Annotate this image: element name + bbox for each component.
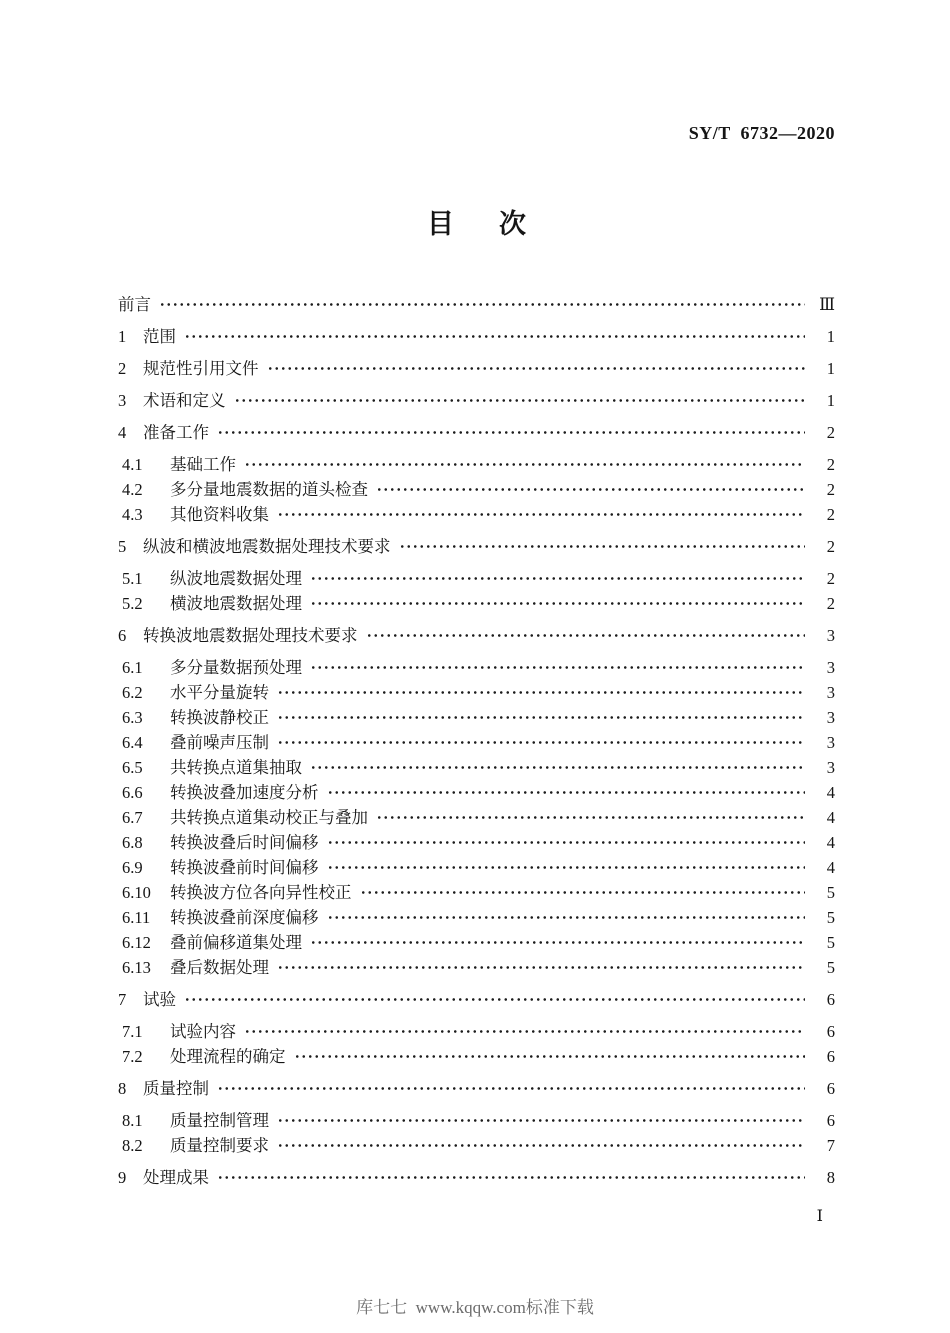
folio-page-number: Ⅰ <box>816 1208 823 1225</box>
toc-entry-label: 范围 <box>143 327 176 346</box>
toc-entry <box>118 591 835 616</box>
toc-entry-page: 3 <box>826 733 835 752</box>
toc-entry <box>118 755 835 780</box>
toc-entry-label: 准备工作 <box>143 423 209 442</box>
toc-list <box>118 292 835 1190</box>
dot-leader <box>234 388 806 413</box>
toc-entry-number: 7 <box>118 990 127 1009</box>
dot-leader <box>360 880 806 905</box>
toc-entry-label: 纵波和横波地震数据处理技术要求 <box>143 537 391 556</box>
toc-entry-number: 7.1 <box>122 1022 143 1041</box>
toc-entry-label: 其他资料收集 <box>170 505 269 524</box>
toc-entry-label: 转换波静校正 <box>170 708 269 727</box>
toc-entry-number: 2 <box>118 359 127 378</box>
toc-entry-page: 5 <box>826 883 835 902</box>
dot-leader <box>310 566 805 591</box>
toc-entry-number: 5 <box>118 537 127 556</box>
toc-entry-label: 质量控制管理 <box>170 1111 269 1130</box>
toc-entry-number: 4.3 <box>122 505 143 524</box>
toc-entry <box>118 1044 835 1069</box>
toc-entry-page: 6 <box>826 1079 835 1098</box>
toc-entry-number: 6.7 <box>122 808 143 827</box>
toc-entry <box>118 955 835 980</box>
toc-entry-page: 2 <box>826 594 835 613</box>
toc-entry-label: 前言 <box>118 295 151 314</box>
toc-entry-page: 3 <box>826 683 835 702</box>
toc-entry-page: Ⅲ <box>819 295 835 314</box>
toc-entry <box>118 805 835 830</box>
toc-entry-label: 基础工作 <box>170 455 236 474</box>
toc-entry-number: 4 <box>118 423 127 442</box>
toc-entry-page: 6 <box>826 1022 835 1041</box>
toc-entry-number: 6.9 <box>122 858 143 877</box>
toc-entry-page: 1 <box>826 391 835 410</box>
dot-leader <box>184 324 805 349</box>
toc-entry <box>118 502 835 527</box>
toc-entry-label: 多分量数据预处理 <box>170 658 302 677</box>
toc-entry-page: 5 <box>826 933 835 952</box>
toc-entry-label: 转换波地震数据处理技术要求 <box>143 626 358 645</box>
toc-entry-label: 叠后数据处理 <box>170 958 269 977</box>
toc-entry-label: 转换波叠加速度分析 <box>170 783 319 802</box>
toc-entry <box>118 880 835 905</box>
toc-entry-label: 叠前噪声压制 <box>170 733 269 752</box>
toc-entry <box>118 420 835 445</box>
toc-entry <box>118 623 835 648</box>
dot-leader <box>217 1165 805 1190</box>
toc-entry-label: 质量控制 <box>143 1079 209 1098</box>
dot-leader <box>327 780 806 805</box>
dot-leader <box>310 655 805 680</box>
dot-leader <box>277 730 805 755</box>
toc-entry-number: 8.1 <box>122 1111 143 1130</box>
toc-entry-page: 6 <box>826 1047 835 1066</box>
toc-entry-page: 7 <box>826 1136 835 1155</box>
toc-entry <box>118 730 835 755</box>
toc-entry-label: 术语和定义 <box>143 391 226 410</box>
toc-entry-page: 3 <box>826 758 835 777</box>
toc-entry-page: 2 <box>826 569 835 588</box>
toc-entry-number: 6.4 <box>122 733 143 752</box>
toc-entry-label: 纵波地震数据处理 <box>170 569 302 588</box>
dot-leader <box>277 1108 805 1133</box>
page-title: 目 次 <box>427 209 535 239</box>
toc-entry <box>118 566 835 591</box>
toc-entry <box>118 356 835 381</box>
toc-entry <box>118 477 835 502</box>
toc-entry <box>118 1108 835 1133</box>
toc-entry-page: 3 <box>826 708 835 727</box>
dot-leader <box>277 955 805 980</box>
toc-entry <box>118 452 835 477</box>
toc-entry-label: 规范性引用文件 <box>143 359 259 378</box>
toc-entry-number: 5.1 <box>122 569 143 588</box>
toc-entry-page: 2 <box>826 537 835 556</box>
toc-entry-number: 4.1 <box>122 455 143 474</box>
toc-entry <box>118 705 835 730</box>
dot-leader <box>244 1019 805 1044</box>
toc-entry-label: 叠前偏移道集处理 <box>170 933 302 952</box>
dot-leader <box>310 591 805 616</box>
watermark-text: 库七七 www.kqqw.com标准下载 <box>356 1298 594 1317</box>
toc-entry <box>118 1165 835 1190</box>
toc-entry-number: 6.5 <box>122 758 143 777</box>
toc-entry-label: 共转换点道集抽取 <box>170 758 302 777</box>
toc-entry <box>118 855 835 880</box>
toc-entry-page: 6 <box>826 1111 835 1130</box>
toc-entry-number: 5.2 <box>122 594 143 613</box>
toc-entry-number: 8 <box>118 1079 127 1098</box>
toc-entry-number: 4.2 <box>122 480 143 499</box>
toc-entry-page: 3 <box>826 626 835 645</box>
dot-leader <box>159 292 805 317</box>
toc-entry-page: 3 <box>826 658 835 677</box>
dot-leader <box>376 805 805 830</box>
dot-leader <box>327 905 806 930</box>
toc-entry-number: 6.3 <box>122 708 143 727</box>
toc-entry-number: 7.2 <box>122 1047 143 1066</box>
toc-entry <box>118 930 835 955</box>
dot-leader <box>277 705 805 730</box>
toc-entry <box>118 324 835 349</box>
toc-entry-number: 1 <box>118 327 127 346</box>
dot-leader <box>217 420 805 445</box>
toc-entry-page: 2 <box>826 423 835 442</box>
toc-entry-page: 5 <box>826 908 835 927</box>
toc-entry-label: 处理成果 <box>143 1168 209 1187</box>
toc-entry-number: 6.1 <box>122 658 143 677</box>
toc-entry <box>118 292 835 317</box>
toc-entry-number: 6.2 <box>122 683 143 702</box>
dot-leader <box>277 680 805 705</box>
toc-entry-label: 转换波方位各向异性校正 <box>170 883 352 902</box>
toc-entry-label: 共转换点道集动校正与叠加 <box>170 808 368 827</box>
toc-entry-page: 4 <box>826 858 835 877</box>
toc-entry <box>118 1133 835 1158</box>
toc-entry-page: 4 <box>826 808 835 827</box>
toc-entry-label: 转换波叠前深度偏移 <box>170 908 319 927</box>
toc-entry-label: 质量控制要求 <box>170 1136 269 1155</box>
dot-leader <box>267 356 806 381</box>
dot-leader <box>327 830 806 855</box>
toc-entry-page: 2 <box>826 505 835 524</box>
toc-entry-number: 6.10 <box>122 883 151 902</box>
toc-entry-number: 6.11 <box>122 908 151 927</box>
toc-entry-page: 4 <box>826 833 835 852</box>
dot-leader <box>366 623 806 648</box>
toc-entry-page: 5 <box>826 958 835 977</box>
toc-entry-label: 试验内容 <box>170 1022 236 1041</box>
dot-leader <box>294 1044 806 1069</box>
toc-entry-label: 转换波叠后时间偏移 <box>170 833 319 852</box>
toc-entry <box>118 905 835 930</box>
toc-entry-label: 水平分量旋转 <box>170 683 269 702</box>
dot-leader <box>310 755 805 780</box>
toc-entry-page: 8 <box>826 1168 835 1187</box>
toc-entry <box>118 534 835 559</box>
toc-entry-number: 6.8 <box>122 833 143 852</box>
dot-leader <box>277 502 805 527</box>
toc-entry-number: 8.2 <box>122 1136 143 1155</box>
toc-entry-label: 横波地震数据处理 <box>170 594 302 613</box>
dot-leader <box>327 855 806 880</box>
toc-entry <box>118 388 835 413</box>
dot-leader <box>184 987 805 1012</box>
dot-leader <box>244 452 805 477</box>
toc-entry-label: 转换波叠前时间偏移 <box>170 858 319 877</box>
toc-entry-label: 试验 <box>143 990 176 1009</box>
toc-entry-number: 6.6 <box>122 783 143 802</box>
toc-entry <box>118 987 835 1012</box>
dot-leader <box>217 1076 805 1101</box>
toc-entry-label: 多分量地震数据的道头检查 <box>170 480 368 499</box>
toc-entry <box>118 655 835 680</box>
toc-entry-page: 1 <box>826 359 835 378</box>
toc-entry <box>118 780 835 805</box>
dot-leader <box>399 534 806 559</box>
toc-entry-number: 6 <box>118 626 127 645</box>
toc-entry <box>118 1076 835 1101</box>
toc-entry-number: 6.13 <box>122 958 151 977</box>
toc-entry-number: 9 <box>118 1168 127 1187</box>
toc-entry <box>118 830 835 855</box>
toc-entry-page: 2 <box>826 480 835 499</box>
toc-entry-label: 处理流程的确定 <box>170 1047 286 1066</box>
toc-entry <box>118 1019 835 1044</box>
dot-leader <box>310 930 805 955</box>
toc-entry-page: 4 <box>826 783 835 802</box>
toc-entry-number: 6.12 <box>122 933 151 952</box>
toc-entry-number: 3 <box>118 391 127 410</box>
toc-entry-page: 2 <box>826 455 835 474</box>
toc-entry-page: 6 <box>826 990 835 1009</box>
toc-entry <box>118 680 835 705</box>
standard-number: SY/T 6732—2020 <box>688 123 835 143</box>
dot-leader <box>376 477 805 502</box>
dot-leader <box>277 1133 805 1158</box>
toc-entry-page: 1 <box>826 327 835 346</box>
